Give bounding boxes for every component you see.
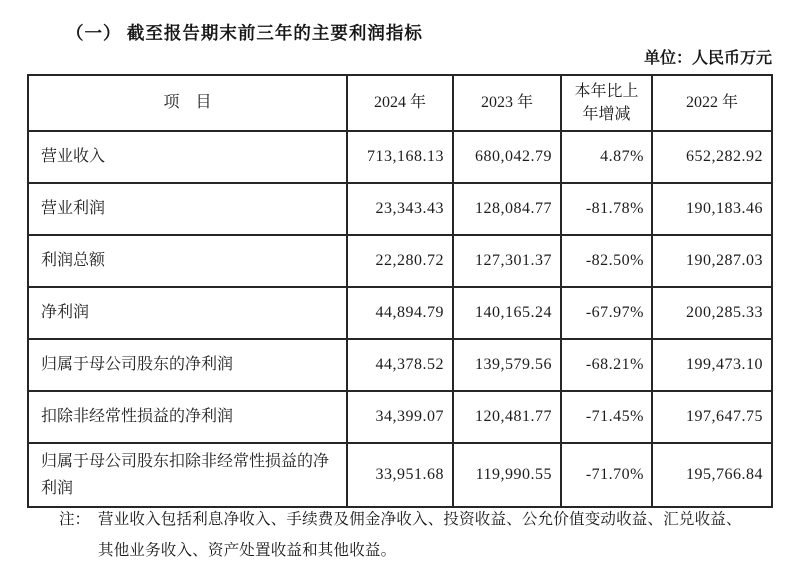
value-2023: 139,579.56 (453, 339, 561, 391)
table-row (28, 391, 772, 443)
value-2022: 195,766.84 (652, 443, 772, 507)
row-label: 归属于母公司股东扣除非经常性损益的净利润 (28, 443, 347, 507)
row-label: 归属于母公司股东的净利润 (28, 339, 347, 391)
footnote-prefix: 注： (59, 511, 91, 528)
row-label: 营业收入 (28, 131, 347, 183)
row-label: 利润总额 (28, 235, 347, 287)
value-2022: 190,183.46 (652, 183, 772, 235)
value-2023: 120,481.77 (453, 391, 561, 443)
value-2024: 44,894.79 (347, 287, 453, 339)
value-2023: 140,165.24 (453, 287, 561, 339)
table-row (28, 443, 772, 507)
table-header (28, 75, 772, 131)
header-cell-change: 本年比上年增减 (561, 75, 652, 131)
value-2022: 199,473.10 (652, 339, 772, 391)
value-change: -67.97% (561, 287, 652, 339)
value-2022: 200,285.33 (652, 287, 772, 339)
value-change: -71.45% (561, 391, 652, 443)
row-label: 净利润 (28, 287, 347, 339)
value-change: -81.78% (561, 183, 652, 235)
row-label: 扣除非经常性损益的净利润 (28, 391, 347, 443)
table-row (28, 339, 772, 391)
value-2024: 34,399.07 (347, 391, 453, 443)
header-cell-2023: 2023 年 (453, 75, 561, 131)
value-2024: 22,280.72 (347, 235, 453, 287)
table-row (28, 183, 772, 235)
value-2023: 680,042.79 (453, 131, 561, 183)
value-2024: 44,378.52 (347, 339, 453, 391)
unit-label: 单位：人民币万元 (643, 50, 772, 67)
value-2023: 128,084.77 (453, 183, 561, 235)
value-change: -68.21% (561, 339, 652, 391)
value-2024: 33,951.68 (347, 443, 453, 507)
section-title: （一） 截至报告期末前三年的主要利润指标 (66, 23, 423, 43)
value-2023: 119,990.55 (453, 443, 561, 507)
value-2024: 23,343.43 (347, 183, 453, 235)
footnote-text: 营业收入包括利息净收入、手续费及佣金净收入、投资收益、公允价值变动收益、汇兑收益、其他业务收入、资产处置收益和其他收益。 (98, 511, 742, 559)
footnote (59, 504, 754, 564)
value-change: -82.50% (561, 235, 652, 287)
header-cell-2022: 2022 年 (652, 75, 772, 131)
value-2022: 190,287.03 (652, 235, 772, 287)
header-cell-2024: 2024 年 (347, 75, 453, 131)
value-change: -71.70% (561, 443, 652, 507)
value-change: 4.87% (561, 131, 652, 183)
table-row (28, 287, 772, 339)
table-row (28, 131, 772, 183)
table-row (28, 235, 772, 287)
row-label: 营业利润 (28, 183, 347, 235)
value-2023: 127,301.37 (453, 235, 561, 287)
value-2022: 197,647.75 (652, 391, 772, 443)
profit-indicators-table (27, 74, 773, 508)
header-row (28, 75, 772, 131)
value-2022: 652,282.92 (652, 131, 772, 183)
value-2024: 713,168.13 (347, 131, 453, 183)
header-cell-item: 项 目 (28, 75, 347, 131)
